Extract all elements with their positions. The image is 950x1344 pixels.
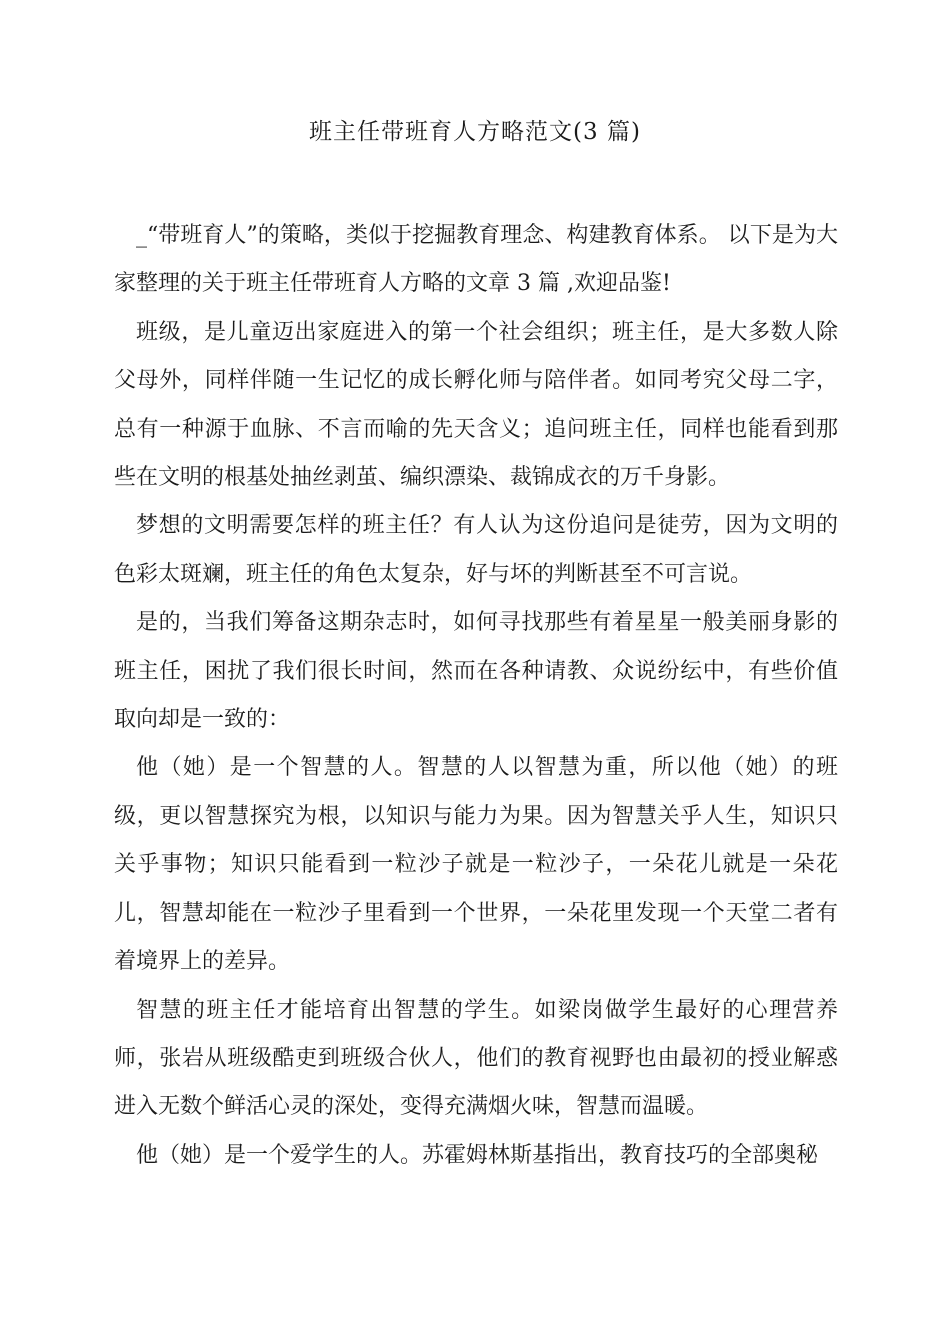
paragraph-wise-teacher: 智慧的班主任才能培育出智慧的学生。如梁岗做学生最好的心理营养师，张岩从班级酷吏到班级合伙人，他们的教育视野也由最初的授业解惑进入无数个鲜活心灵的深处，变得充满烟火味，智慧而温暖。	[114, 997, 838, 1120]
paragraph-intro: _“带班育人”的策略，类似于挖掘教育理念、构建教育体系。 以下是为大家整理的关于班主任带班育人方略的文章 3 篇 ,欢迎品鉴!	[114, 223, 838, 297]
document-title: 班主任带班育人方略范文(3 篇)	[309, 119, 641, 145]
paragraph-wisdom: 他（她）是一个智慧的人。智慧的人以智慧为重，所以他（她）的班级，更以智慧探究为根，以知识与能力为果。因为智慧关乎人生，知识只关乎事物；知识只能看到一粒沙子就是一粒沙子，一朵花儿就是一朵花儿，智慧却能在一粒沙子里看到一个世界，一朵花里发现一个天堂二者有着境界上的差异。	[114, 755, 838, 975]
paragraph-dream-teacher: 梦想的文明需要怎样的班主任？有人认为这份追问是徒劳，因为文明的色彩太斑斓，班主任的角色太复杂，好与坏的判断甚至不可言说。	[114, 513, 838, 587]
document-body	[114, 212, 838, 1180]
paragraph-love-students: 他（她）是一个爱学生的人。苏霍姆林斯基指出，教育技巧的全部奥秘	[136, 1142, 819, 1168]
paragraph-class-definition: 班级，是儿童迈出家庭进入的第一个社会组织；班主任，是大多数人除父母外，同样伴随一生记忆的成长孵化师与陪伴者。如同考究父母二字，总有一种源于血脉、不言而喻的先天含义；追问班主任，同样也能看到那些在文明的根基处抽丝剥茧、编织漂染、裁锦成衣的万千身影。	[114, 319, 838, 491]
paragraph-magazine: 是的，当我们筹备这期杂志时，如何寻找那些有着星星一般美丽身影的班主任，困扰了我们很长时间，然而在各种请教、众说纷纭中，有些价值取向却是一致的：	[114, 610, 838, 733]
